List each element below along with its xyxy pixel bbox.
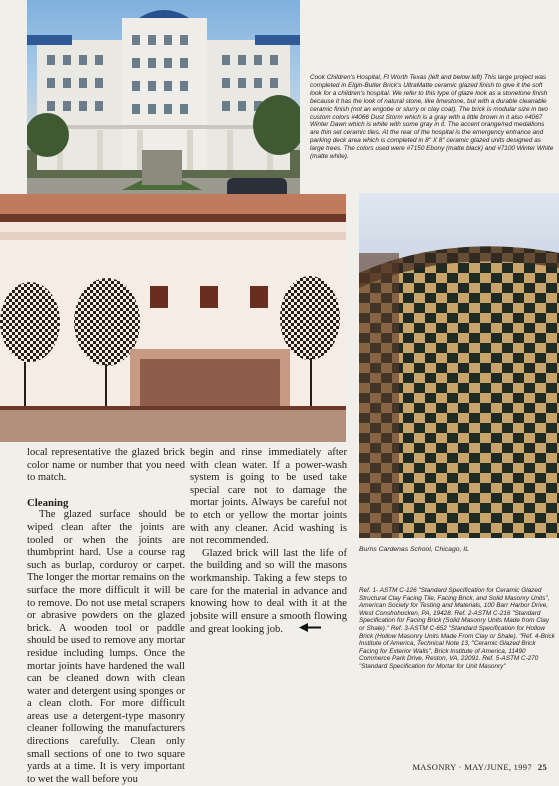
- closing-paragraph: [190, 548, 347, 637]
- tree-pattern-wall-photo: [0, 194, 346, 442]
- hospital-caption: Cook Children's Hospital, Ft Worth Texas (left and below left) This large project was completed in Elgin-Butler Brick's UltraMatte ceramic glazed finish to give it the soft look for a children's hospital. We refer to this type of glaze look as a stonetone finish because it has the look of natural stone, like limestone, but with a durable cleanable ceramic finish (not an engobe or slurry or clay coat). The brick is modular size in two custom colors #4066 Dust Storm which is a gray with a little brown in it also #4067 Winter Dawn which is white with some gray in it. The accent orange/red medallions are thin set ceramic tiles. At the rear of the hospital is the emergency entrance and parking deck area which is completed in 8" X 8" ceramic glazed units designed as large trees. The colors used were #7150 Ebony (matte black) and #7100 Winter White (matte white).: [310, 74, 554, 161]
- trowel-end-icon: [287, 623, 321, 637]
- cleaning-heading: Cleaning: [27, 496, 69, 509]
- article-column-1: [27, 447, 185, 786]
- rinse-paragraph: begin and rinse immediately after with clean water. If a power-wash system is going to be used take special care not to damage the mortar joints. Always be careful not to etch or yellow the mortar joints with any cleaner. Acid washing is not recommended.: [190, 447, 347, 547]
- page-footer: [412, 762, 547, 772]
- references: Ref. 1- ASTM C-126 "Standard Specification for Ceramic Glazed Structural Clay Facing Tile, Facing Brick, and Solid Masonry Units", American Society for Testing and Materials, 100 Barr Harbor Drive, West Conshohocken, PA, 19428. Ref. 2-ASTM C-216 "Standard Specification for Facing Brick (Solid Masonry Units Made from Clay or Shale)." Ref. 3-ASTM C-652 "Standard Specification for Hollow Brick (Hollow Masonry Units Made From Clay or Shale). "Ref. 4-Brick Institute of America, Technical Note 13, "Ceramic Glazed Brick Facing for Exterior Walls", Brick Institute of America, 11490 Commerce Park Drive, Reston, VA, 22091. Ref. 5-ASTM C-270 "Standard Specification for Mortar for Unit Masonry": [359, 587, 555, 670]
- article-column-2: [190, 447, 347, 637]
- checkerboard-building-photo: [359, 193, 559, 538]
- school-caption: Burns Cardenas School, Chicago, IL: [359, 546, 469, 553]
- cleaning-paragraph: The glazed surface should be wiped clean after the joints are tooled or when the joints are thumbprint hard. Use a course rag such as burlap, corduroy or carpet. The longer the mortar remains on the surface the more difficult it will be to remove. Do not use metal scrapers or abrasive powders on the glazed brick. A wooden tool or paddle should be used to remove any mortar residue including lumps. Once the mortar joints have hardened the wall can be cleaned down with clean water and detergent using sponges or a clean cloth. For more difficult areas use a detergent-type masonry cleaner following the manufacturers directions carefully. Clean only small sections of one to two square yards at a time. It is very important to wet the wall before you: [27, 509, 185, 785]
- page-number: 25: [537, 762, 547, 772]
- hospital-photo: [27, 0, 300, 218]
- intro-paragraph: local representative the glazed brick color name or number that you need to match.: [27, 447, 185, 484]
- closing-text: Glazed brick will last the life of the building and so will the masons workmanship. Taking a few steps to care for the material in advance and knowing how to deal with it at the jobsite will ensure a smooth flowing and great looking job.: [190, 547, 347, 636]
- magazine-issue: MASONRY · MAY/JUNE, 1997: [412, 762, 532, 772]
